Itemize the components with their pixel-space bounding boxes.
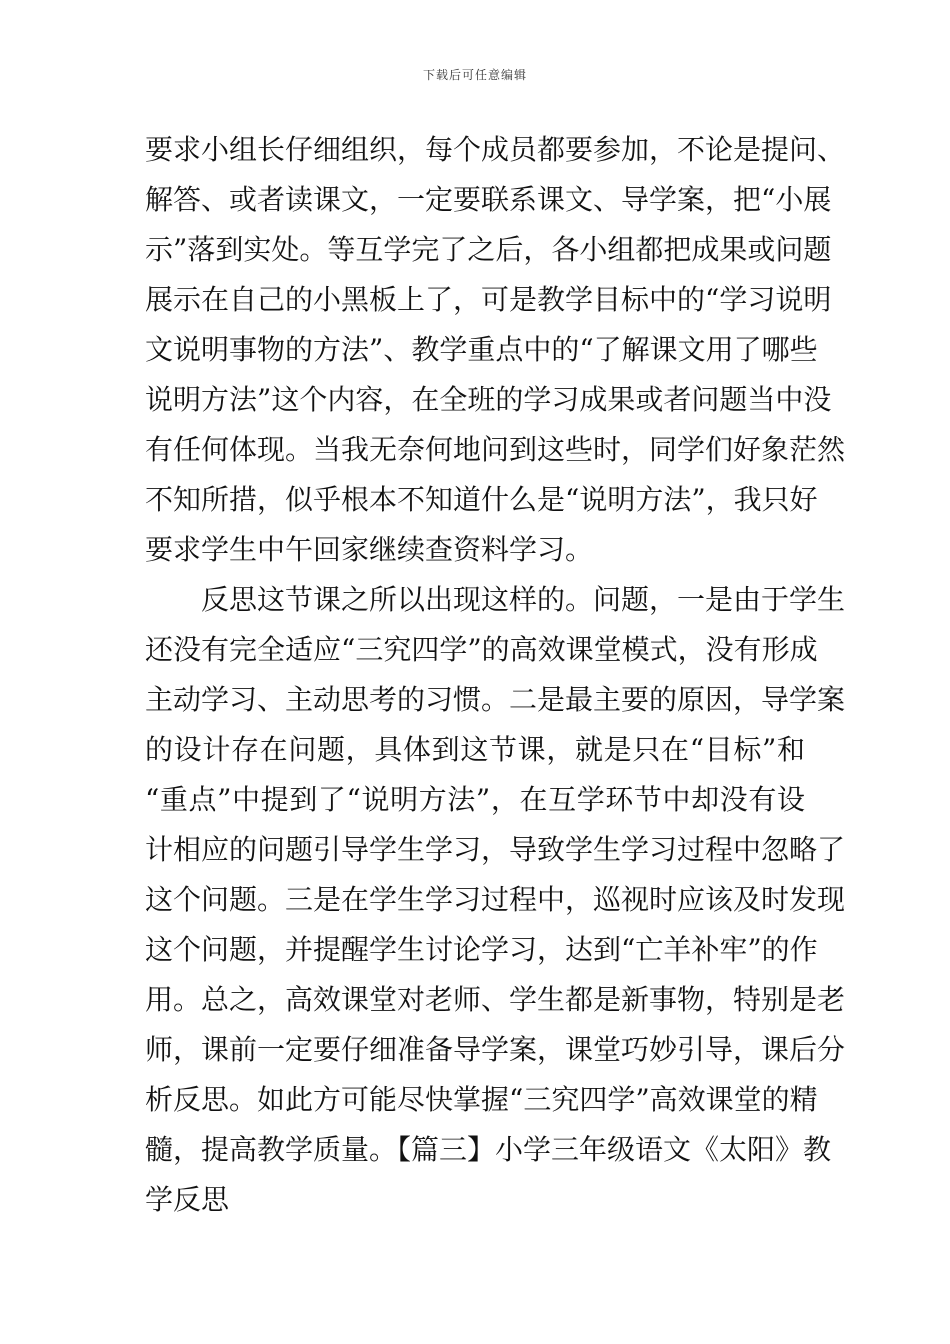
header-note: 下载后可任意编辑 [422, 68, 527, 82]
text-line: 要求小组长仔细组织，每个成员都要参加，不论是提问、 [145, 133, 846, 166]
text-line: 不知所措，似乎根本不知道什么是“说明方法”，我只好 [145, 483, 818, 516]
text-line: 说明方法”这个内容，在全班的学习成果或者问题当中没 [145, 383, 832, 416]
text-line: 用。总之，高效课堂对老师、学生都是新事物，特别是老 [145, 983, 846, 1016]
text-line: 解答、或者读课文，一定要联系课文、导学案，把“小展 [145, 183, 832, 216]
text-line: 这个问题，并提醒学生讨论学习，达到“亡羊补牢”的作 [145, 933, 818, 966]
text-line: 还没有完全适应“三究四学”的高效课堂模式，没有形成 [145, 633, 818, 666]
text-line: 髓，提高教学质量。【篇三】小学三年级语文《太阳》教 [145, 1133, 832, 1166]
text-line: 展示在自己的小黑板上了，可是教学目标中的“学习说明 [145, 283, 832, 316]
text-line: 示”落到实处。等互学完了之后，各小组都把成果或问题 [145, 233, 832, 266]
text-line: 计相应的问题引导学生学习，导致学生学习过程中忽略了 [145, 833, 846, 866]
text-line: 反思这节课之所以出现这样的。问题，一是由于学生 [201, 583, 846, 616]
text-line: 师，课前一定要仔细准备导学案，课堂巧妙引导，课后分 [145, 1033, 846, 1066]
text-line: 这个问题。三是在学生学习过程中，巡视时应该及时发现 [145, 883, 846, 916]
text-line: 学反思 [145, 1183, 230, 1216]
text-line: “重点”中提到了“说明方法”，在互学环节中却没有设 [145, 783, 805, 816]
text-line: 文说明事物的方法”、教学重点中的“了解课文用了哪些 [145, 333, 818, 366]
text-line: 的设计存在问题，具体到这节课，就是只在“目标”和 [145, 733, 805, 766]
text-line: 析反思。如此方可能尽快掌握“三究四学”高效课堂的精 [145, 1083, 818, 1116]
text-line: 主动学习、主动思考的习惯。二是最主要的原因，导学案 [145, 683, 846, 716]
text-line: 要求学生中午回家继续查资料学习。 [145, 533, 594, 566]
text-line: 有任何体现。当我无奈何地问到这些时，同学们好象茫然 [145, 433, 846, 466]
